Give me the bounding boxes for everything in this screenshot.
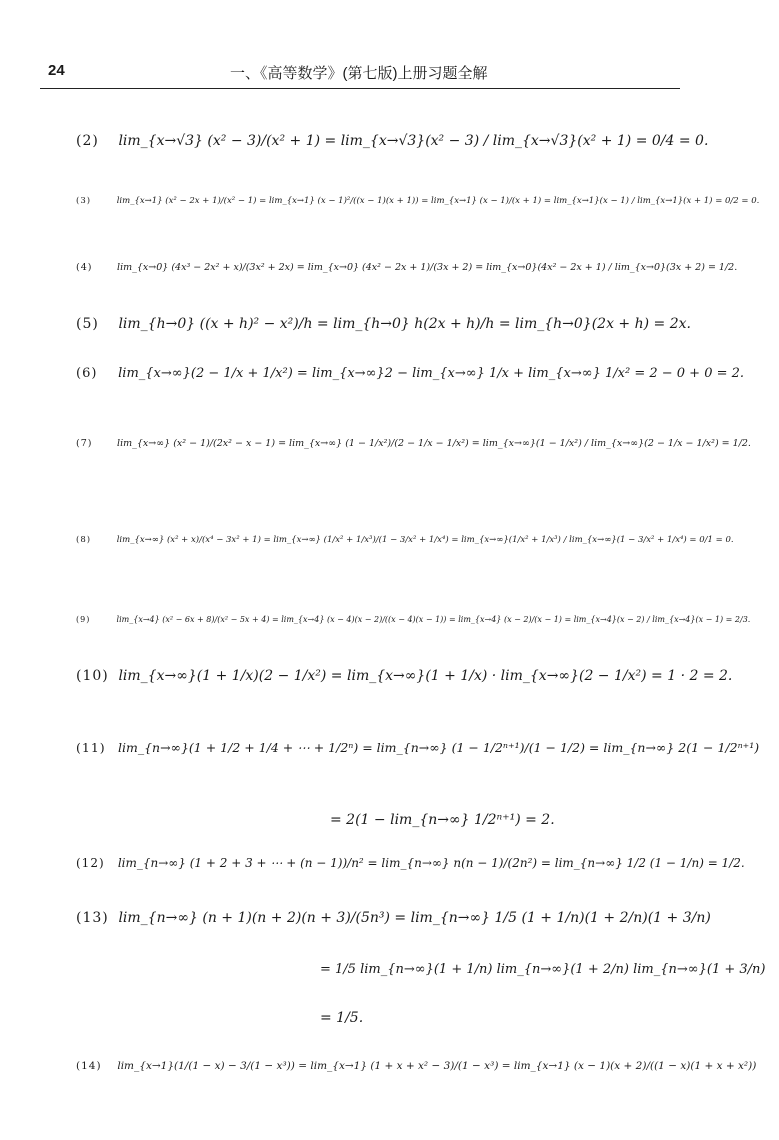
page-header [40, 58, 680, 89]
exercise-11-continuation: = 2(1 − lim_{n→∞} 1/2ⁿ⁺¹) = 2. [330, 812, 555, 828]
exercise-5 [76, 316, 691, 332]
exercise-expression: lim_{n→∞}(1 + 1/2 + 1/4 + ⋯ + 1/2ⁿ) = lim_{n→∞} (1 − 1/2ⁿ⁺¹)/(1 − 1/2) = lim_{n→∞} 2(1 − 1/2ⁿ⁺¹) [117, 740, 760, 755]
exercise-label: (4) [76, 262, 93, 273]
exercise-label: (10) [76, 668, 109, 684]
exercise-7 [76, 438, 751, 449]
exercise-13 [76, 910, 711, 926]
exercise-expression: lim_{x→∞}(1 + 1/x)(2 − 1/x²) = lim_{x→∞}(1 + 1/x) · lim_{x→∞}(2 − 1/x²) = 1 · 2 = 2. [118, 668, 733, 684]
exercise-expression: lim_{n→∞} (1 + 2 + 3 + ⋯ + (n − 1))/n² = lim_{n→∞} n(n − 1)/(2n²) = lim_{n→∞} 1/2 (1 − 1/n) = 1/2. [117, 856, 745, 870]
exercise-expression: lim_{x→1} (x² − 2x + 1)/(x² − 1) = lim_{x→1} (x − 1)²/((x − 1)(x + 1)) = lim_{x→1} (x − 1)/(x + 1) = lim_{x→1}(x − 1) / lim_{x→1}(x + 1) = 0/2 = 0. [116, 196, 760, 206]
exercise-expression: lim_{x→√3} (x² − 3)/(x² + 1) = lim_{x→√3}(x² − 3) / lim_{x→√3}(x² + 1) = 0/4 = 0. [118, 133, 709, 149]
exercise-label: (11) [76, 740, 106, 755]
exercise-11 [76, 740, 759, 755]
exercise-label: (3) [76, 196, 92, 206]
exercise-label: (5) [76, 316, 99, 332]
exercise-3 [76, 196, 759, 206]
exercise-13-continuation-1: = 1/5 lim_{n→∞}(1 + 1/n) lim_{n→∞}(1 + 2/n) lim_{n→∞}(1 + 3/n) [320, 962, 766, 977]
exercise-label: (9) [76, 615, 91, 624]
exercise-label: (8) [76, 535, 92, 545]
exercise-10 [76, 668, 732, 684]
exercise-label: (7) [76, 438, 93, 449]
exercise-expression: lim_{x→∞}(2 − 1/x + 1/x²) = lim_{x→∞}2 − lim_{x→∞} 1/x + lim_{x→∞} 1/x² = 2 − 0 + 0 = 2. [118, 366, 745, 381]
exercise-14 [76, 1060, 756, 1072]
exercise-label: (14) [76, 1060, 102, 1072]
exercise-label: (6) [76, 366, 98, 381]
page-number: 24 [48, 62, 65, 79]
exercise-6 [76, 366, 744, 381]
exercise-expression: lim_{x→∞} (x² − 1)/(2x² − x − 1) = lim_{x→∞} (1 − 1/x²)/(2 − 1/x − 1/x²) = lim_{x→∞}(1 − 1/x²) / lim_{x→∞}(2 − 1/x − 1/x²) = 1/2. [117, 438, 751, 449]
exercise-9 [76, 615, 750, 624]
exercise-label: (2) [76, 133, 99, 149]
exercise-4 [76, 262, 737, 273]
exercise-expression: lim_{h→0} ((x + h)² − x²)/h = lim_{h→0} h(2x + h)/h = lim_{h→0}(2x + h) = 2x. [118, 316, 691, 332]
exercise-expression: lim_{x→1}(1/(1 − x) − 3/(1 − x³)) = lim_{x→1} (1 + x + x² − 3)/(1 − x³) = lim_{x→1} (x − 1)(x + 2)/((1 − x)(1 + x + x²)) [117, 1060, 757, 1072]
exercise-8 [76, 535, 734, 545]
exercise-expression: lim_{x→4} (x² − 6x + 8)/(x² − 5x + 4) = lim_{x→4} (x − 4)(x − 2)/((x − 4)(x − 1)) = lim_{x→4} (x − 2)/(x − 1) = lim_{x→4}(x − 2) / lim_{x→4}(x − 1) = 2/3. [116, 615, 751, 624]
exercise-13-continuation-2: = 1/5. [320, 1010, 364, 1026]
exercise-expression: lim_{x→0} (4x³ − 2x² + x)/(3x² + 2x) = lim_{x→0} (4x² − 2x + 1)/(3x + 2) = lim_{x→0}(4x² − 2x + 1) / lim_{x→0}(3x + 2) = 1/2. [117, 262, 738, 273]
running-title: 一、《高等数学》(第七版)上册习题全解 [230, 65, 488, 82]
exercise-2 [76, 133, 708, 149]
exercise-label: (13) [76, 910, 109, 926]
exercise-12 [76, 856, 745, 870]
exercise-label: (12) [76, 856, 105, 870]
exercise-expression: lim_{n→∞} (n + 1)(n + 2)(n + 3)/(5n³) = lim_{n→∞} 1/5 (1 + 1/n)(1 + 2/n)(1 + 3/n) [118, 910, 711, 926]
exercise-expression: lim_{x→∞} (x² + x)/(x⁴ − 3x² + 1) = lim_{x→∞} (1/x² + 1/x³)/(1 − 3/x² + 1/x⁴) = lim_{x→∞}(1/x² + 1/x³) / lim_{x→∞}(1 − 3/x² + 1/x⁴) = 0/1 = 0. [116, 535, 734, 545]
